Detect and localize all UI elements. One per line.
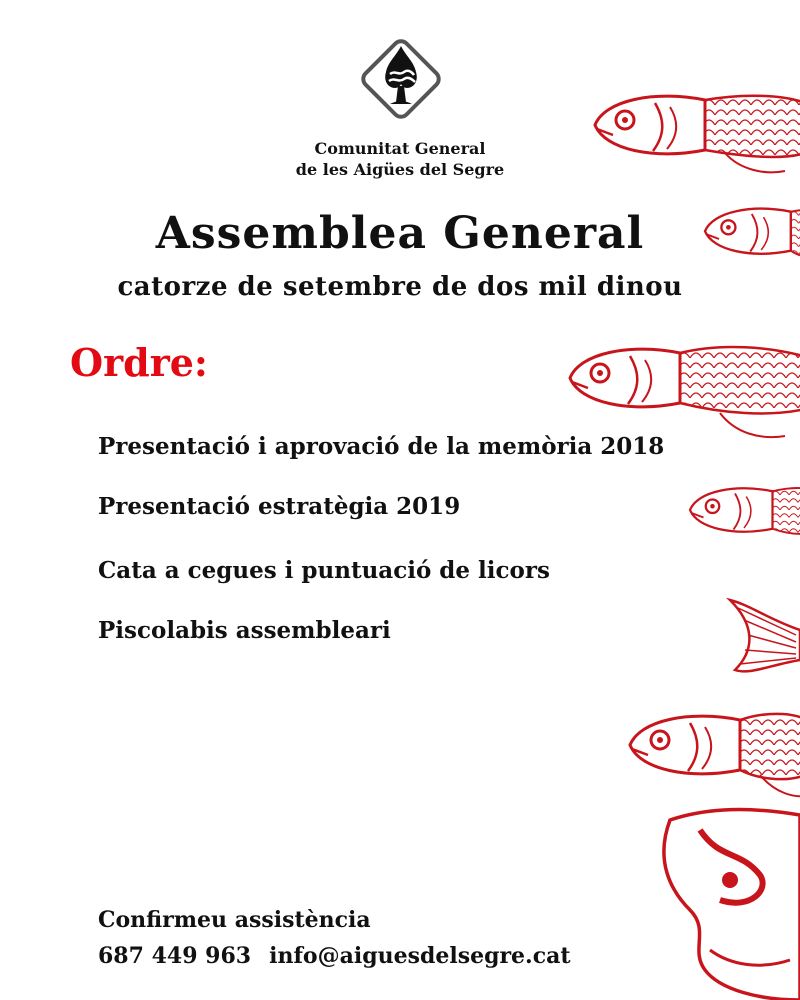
organization-name xyxy=(250,138,550,180)
fish-illustration xyxy=(540,60,800,1000)
rsvp-label: Confirmeu assistència xyxy=(98,907,371,933)
agenda-item: Presentació i aprovació de la memòria 2018 xyxy=(98,433,665,460)
event-date: catorze de setembre de dos mil dinou xyxy=(117,272,683,302)
contact-block xyxy=(98,902,571,974)
agenda-heading: Ordre: xyxy=(70,340,208,385)
organization-logo xyxy=(352,30,450,128)
fish-head-bottom xyxy=(664,810,800,1000)
contact-line xyxy=(98,938,571,974)
organization-name-line2: de les Aigües del Segre xyxy=(295,160,505,179)
contact-email[interactable]: info@aiguesdelsegre.cat xyxy=(269,943,571,969)
fish-tail xyxy=(730,600,800,671)
fish-1 xyxy=(595,96,800,173)
organization-name-line1: Comunitat General xyxy=(314,139,486,158)
agenda-item: Presentació estratègia 2019 xyxy=(98,493,461,520)
fish-2 xyxy=(705,208,800,256)
fish-4 xyxy=(690,488,800,534)
agenda-item: Piscolabis assembleari xyxy=(98,617,391,644)
fish-3 xyxy=(570,347,800,437)
event-title: Assemblea General xyxy=(155,208,645,259)
contact-phone[interactable]: 687 449 963 xyxy=(98,943,252,969)
agenda-item: Cata a cegues i puntuació de licors xyxy=(98,557,550,584)
fish-5 xyxy=(630,714,800,796)
tree-logo-icon xyxy=(352,30,450,128)
